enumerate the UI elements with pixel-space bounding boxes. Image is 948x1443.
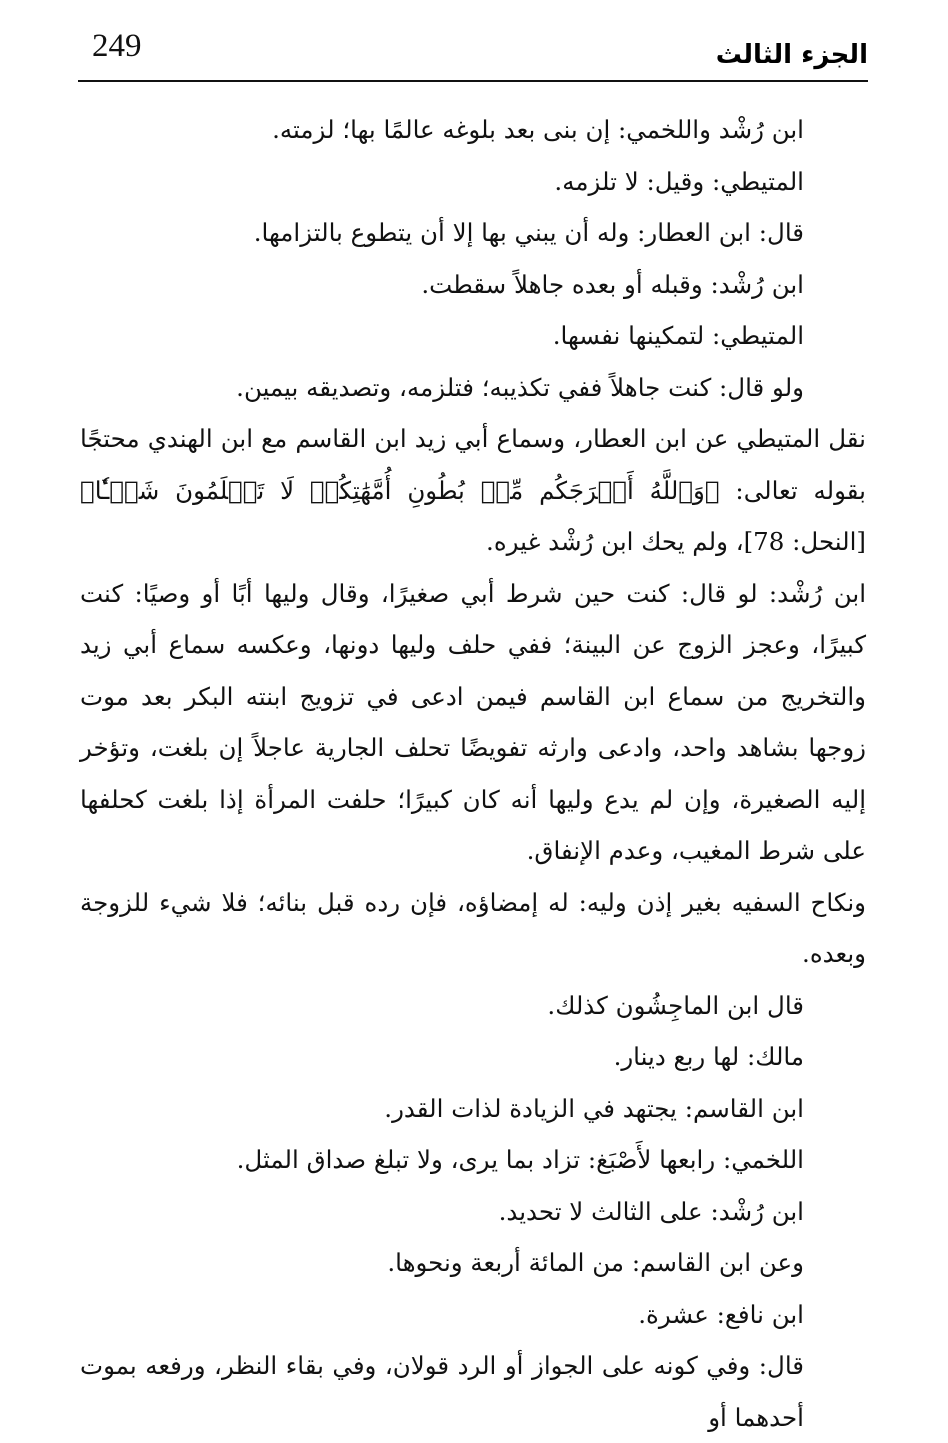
- paragraph: ابن رُشْد: وقبله أو بعده جاهلاً سقطت.: [421, 269, 804, 299]
- paragraph: ابن رُشْد واللخمي: إن بنى بعد بلوغه عالمًا بها؛ لزمته.: [272, 115, 804, 144]
- header-rule: [78, 80, 868, 82]
- paragraph: مالك: لها ربع دينار.: [613, 1042, 804, 1071]
- running-head: الجزء الثالث: [715, 40, 868, 70]
- paragraph: ابن رُشْد: على الثالث لا تحديد.: [498, 1196, 804, 1226]
- paragraph: ولو قال: كنت جاهلاً ففي تكذيبه؛ فتلزمه، وتصديقه بيمين.: [236, 372, 804, 402]
- paragraph: اللخمي: رابعها لأَصْبَغ: تزاد بما يرى، ولا تبلغ صداق المثل.: [236, 1145, 804, 1174]
- paragraph: قال: وفي كونه على الجواز أو الرد قولان، وفي بقاء النظر، ورفعه بموت أحدهما أو: [80, 1351, 804, 1432]
- paragraph: وعن ابن القاسم: من المائة أربعة ونحوها.: [387, 1248, 804, 1277]
- paragraph: قال ابن الماجِشُون كذلك.: [547, 990, 804, 1020]
- paragraph: نقل المتيطي عن ابن العطار، وسماع أبي زيد ابن القاسم مع ابن الهندي محتجًا بقوله تعالى: ﴿وَٱللَّهُ أَخۡرَجَكُم مِّنۢ بُطُونِ أُمَّهَٰتِكُمۡ لَا تَعۡلَمُونَ شَيۡـٔٗا﴾ [النحل: 78]، ولم يحك ابن رُشْد غيره.: [80, 424, 866, 556]
- paragraph: ونكاح السفيه بغير إذن وليه: له إمضاؤه، فإن رده قبل بنائه؛ فلا شيء للزوجة وبعده.: [80, 887, 866, 968]
- paragraph: ابن رُشْد: لو قال: كنت حين شرط أبي صغيرًا، وقال وليها أبًا أو وصيًا: كنت كبيرًا، وعجز الزوج عن البينة؛ ففي حلف وليها دونها، وعكسه سماع أبي زيد والتخريج من سماع ابن القاسم فيمن ادعى في تزويج ابنته البكر بعد موت زوجها بشاهد واحد، وادعى وارثه تفويضًا تحلف الجارية عاجلاً إن بلغت، وتؤخر إليه الصغيرة، وإن لم يدع وليها أنه كان كبيرًا؛ حلفت المرأة إذا بلغت كحلفها على شرط المغيب، وعدم الإنفاق.: [80, 578, 866, 865]
- page-number: 249: [92, 28, 142, 64]
- paragraph: المتيطي: لتمكينها نفسها.: [552, 321, 804, 350]
- paragraph: قال: ابن العطار: وله أن يبني بها إلا أن يتطوع بالتزامها.: [253, 218, 804, 247]
- body-text: [80, 104, 866, 1443]
- page-header: [78, 22, 868, 82]
- paragraph: ابن نافع: عشرة.: [638, 1299, 804, 1329]
- paragraph: المتيطي: وقيل: لا تلزمه.: [554, 166, 804, 196]
- paragraph: ابن القاسم: يجتهد في الزيادة لذات القدر.: [384, 1093, 804, 1123]
